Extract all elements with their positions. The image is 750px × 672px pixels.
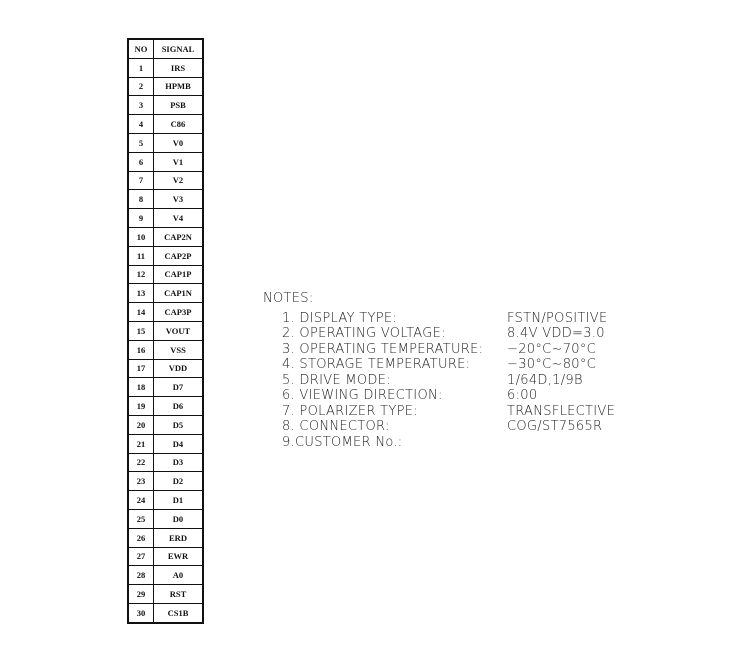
- pin-table-header-no: NO: [128, 39, 154, 58]
- table-row: [128, 190, 203, 209]
- pin-number: 4: [128, 115, 154, 134]
- table-row: [128, 509, 203, 528]
- pin-number: 23: [128, 472, 154, 491]
- table-row: [128, 246, 203, 265]
- pin-signal: D1: [154, 491, 204, 510]
- pin-signal: CAP2P: [154, 246, 204, 265]
- pin-assignment-table: [127, 38, 204, 624]
- pin-signal: V3: [154, 190, 204, 209]
- table-row: [128, 321, 203, 340]
- pin-number: 14: [128, 303, 154, 322]
- note-item: [263, 326, 605, 342]
- pin-table-header-signal: SIGNAL: [154, 39, 204, 58]
- note-item: [263, 403, 616, 420]
- note-label: 4. STORAGE TEMPERATURE:: [282, 357, 471, 372]
- pin-signal: D6: [154, 397, 204, 416]
- pin-number: 13: [128, 284, 154, 303]
- pin-number: 2: [128, 77, 154, 96]
- table-row: [128, 547, 203, 566]
- note-value: 8.4V VDD=3.0: [507, 326, 605, 341]
- pin-number: 18: [128, 378, 154, 397]
- note-label: 9.CUSTOMER No.:: [282, 434, 403, 450]
- pin-signal: CS1B: [154, 603, 204, 622]
- note-label: 1. DISPLAY TYPE:: [282, 310, 398, 326]
- pin-signal: VDD: [154, 359, 204, 378]
- note-item: [263, 419, 603, 435]
- pin-signal: CAP1N: [154, 284, 204, 303]
- pin-signal: D2: [154, 472, 204, 491]
- pin-number: 15: [128, 321, 154, 340]
- pin-signal: V4: [154, 209, 204, 228]
- note-label: 6. VIEWING DIRECTION:: [282, 388, 443, 403]
- table-row: [128, 378, 203, 397]
- pin-table-body: [128, 58, 203, 622]
- pin-number: 16: [128, 340, 154, 359]
- note-value: FSTN/POSITIVE: [507, 310, 608, 326]
- pin-signal: D7: [154, 378, 204, 397]
- pin-signal: CAP2N: [154, 227, 204, 246]
- note-value: 6:00: [507, 388, 538, 403]
- pin-number: 3: [128, 96, 154, 115]
- pin-number: 21: [128, 434, 154, 453]
- table-row: [128, 453, 203, 472]
- table-row: [128, 472, 203, 491]
- pin-number: 12: [128, 265, 154, 284]
- pin-signal: IRS: [154, 58, 204, 77]
- pin-number: 22: [128, 453, 154, 472]
- table-row: [128, 340, 203, 359]
- table-row: [128, 265, 203, 284]
- pin-signal: EWR: [154, 547, 204, 566]
- table-row: [128, 96, 203, 115]
- notes-list: [263, 310, 616, 451]
- table-row: [128, 566, 203, 585]
- pin-signal: D5: [154, 415, 204, 434]
- table-row: [128, 227, 203, 246]
- pin-number: 29: [128, 585, 154, 604]
- pin-signal: CAP3P: [154, 303, 204, 322]
- pin-number: 25: [128, 509, 154, 528]
- table-row: [128, 77, 203, 96]
- pin-number: 26: [128, 528, 154, 547]
- table-row: [128, 528, 203, 547]
- pin-signal: V2: [154, 171, 204, 190]
- pin-number: 11: [128, 246, 154, 265]
- table-row: [128, 434, 203, 453]
- table-row: [128, 603, 203, 622]
- pin-number: 5: [128, 133, 154, 152]
- pin-number: 17: [128, 359, 154, 378]
- note-value: −30°C~80°C: [507, 357, 597, 372]
- table-row: [128, 491, 203, 510]
- note-value: TRANSFLECTIVE: [507, 403, 616, 419]
- note-value: 1/64D,1/9B: [507, 372, 583, 388]
- table-row: [128, 415, 203, 434]
- note-label: 7. POLARIZER TYPE:: [282, 403, 418, 419]
- note-value: −20°C~70°C: [507, 341, 597, 357]
- pin-number: 27: [128, 547, 154, 566]
- pin-number: 7: [128, 171, 154, 190]
- pin-signal: D3: [154, 453, 204, 472]
- note-label: 8. CONNECTOR:: [282, 419, 390, 434]
- pin-signal: A0: [154, 566, 204, 585]
- table-row: [128, 209, 203, 228]
- table-row: [128, 133, 203, 152]
- pin-number: 19: [128, 397, 154, 416]
- pin-signal: VOUT: [154, 321, 204, 340]
- pin-signal: V1: [154, 152, 204, 171]
- note-item: [263, 341, 597, 358]
- pin-number: 30: [128, 603, 154, 622]
- note-item: [263, 434, 403, 451]
- table-row: [128, 397, 203, 416]
- note-value: COG/ST7565R: [507, 419, 603, 434]
- pin-signal: ERD: [154, 528, 204, 547]
- pin-signal: D0: [154, 509, 204, 528]
- notes-title: NOTES:: [263, 291, 314, 306]
- pin-signal: RST: [154, 585, 204, 604]
- pin-number: 20: [128, 415, 154, 434]
- table-row: [128, 152, 203, 171]
- note-label: 3. OPERATING TEMPERATURE:: [282, 341, 484, 357]
- note-item: [263, 357, 597, 373]
- table-row: [128, 585, 203, 604]
- pin-number: 8: [128, 190, 154, 209]
- note-item: [263, 388, 538, 404]
- table-row: [128, 359, 203, 378]
- pin-number: 24: [128, 491, 154, 510]
- table-row: [128, 115, 203, 134]
- note-item: [263, 372, 583, 389]
- table-row: [128, 171, 203, 190]
- note-item: [263, 310, 608, 327]
- note-label: 5. DRIVE MODE:: [282, 372, 391, 388]
- pin-number: 1: [128, 58, 154, 77]
- pin-signal: V0: [154, 133, 204, 152]
- pin-signal: C86: [154, 115, 204, 134]
- pin-number: 9: [128, 209, 154, 228]
- pin-signal: D4: [154, 434, 204, 453]
- pin-number: 6: [128, 152, 154, 171]
- pin-signal: VSS: [154, 340, 204, 359]
- table-row: [128, 284, 203, 303]
- pin-table-header-row: [128, 39, 203, 58]
- pin-signal: PSB: [154, 96, 204, 115]
- pin-signal: HPMB: [154, 77, 204, 96]
- pin-signal: CAP1P: [154, 265, 204, 284]
- notes-block: [263, 291, 616, 450]
- table-row: [128, 58, 203, 77]
- pin-number: 28: [128, 566, 154, 585]
- pin-number: 10: [128, 227, 154, 246]
- table-row: [128, 303, 203, 322]
- note-label: 2. OPERATING VOLTAGE:: [282, 326, 446, 341]
